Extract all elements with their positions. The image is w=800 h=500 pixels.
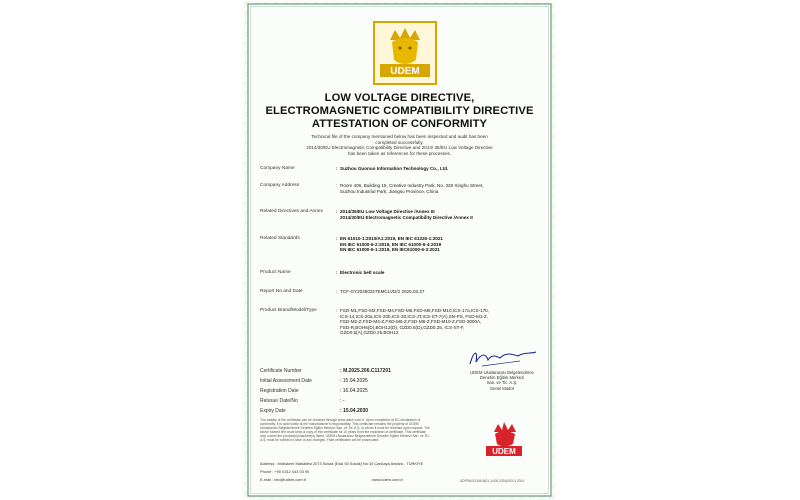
directives-label: Related Directives and Annex bbox=[260, 209, 323, 214]
footer-address: Address : Mutlukent Mahallesi 2073 Sokak (Eski 93 Sokak) No:10 Çankaya Ankara - TÜRKİYE bbox=[260, 461, 424, 466]
initial-assessment-label: Initial Assessment Date bbox=[260, 378, 312, 384]
logo-text: UDEM bbox=[390, 66, 420, 77]
product-name-label: Product Name bbox=[260, 270, 291, 275]
company-name-label: Company Name bbox=[260, 166, 295, 171]
brand-model-label: Product Brand/Model/Type bbox=[260, 308, 317, 313]
udem-logo bbox=[370, 20, 440, 86]
udem-red-logo bbox=[482, 418, 526, 458]
report-no-label: Report No and Date bbox=[260, 289, 303, 294]
title-line-2: ELECTROMAGNETIC COMPATIBILITY DIRECTIVE bbox=[265, 105, 534, 117]
footer-website[interactable]: www.udem.com.tr bbox=[372, 477, 403, 482]
expiry-date-label: Expiry Date bbox=[260, 408, 286, 414]
title-line-3: ATTESTATION OF CONFORMITY bbox=[311, 118, 488, 130]
signature-image bbox=[462, 346, 542, 370]
reissue-label: Reissue Date/No bbox=[260, 398, 298, 404]
certificate-content bbox=[250, 6, 549, 494]
title-line-1: LOW VOLTAGE DIRECTIVE, bbox=[324, 92, 475, 104]
initial-assessment-value: : 15.04.2025 bbox=[340, 378, 368, 384]
expiry-date-value: : 15.04.2030 bbox=[340, 408, 369, 414]
company-address-label: Company Address bbox=[260, 183, 300, 188]
company-address-value: : Room 406, Building 15, Creative Industry Park, No. 328 Xinghu Street, Suzhou Industrial Park, Jiangsu Province, China bbox=[336, 183, 484, 194]
directives-value: : 2014/35/EU Low Voltage Directive /Annex III 2014/30/EU Electromagnetic Compatibility Directive /Annex II bbox=[336, 209, 473, 220]
red-logo-text: UDEM bbox=[492, 447, 516, 456]
registration-date-label: Registration Date bbox=[260, 388, 299, 394]
footer-email: E-mail : info@udem.com.tr bbox=[260, 477, 307, 482]
product-name-value: : Electronic belt scale bbox=[336, 270, 385, 275]
form-code: UDFRM.03-MA.5(01-14.08.2024)/03.01.2024 bbox=[460, 479, 524, 483]
certificate-number-value: : M.2025.206.C117201 bbox=[340, 368, 391, 374]
report-no-value: : TCF-GY20250327EMCLVD/2 2025.03.27 bbox=[336, 289, 425, 294]
validity-fine-print: The validity of the certificate can be checked through www.udem.com.tr. Upon completion of EC declaration of conformity, it is valid solely at the manufacturer's responsibility. This certificate remains the property of UDEM Uluslararası Belgelendirme Denetim Eğitim Merkezi San. ve Tic. A.Ş. to whom it must be returned upon request. The above named firm must keep a copy of this certificate for 10 years from the expiration of certificate. This certificate only covers the product(s)/machine(s) listed. UDEM Uluslararası Belgelendirme Denetim Eğitim Merkezi San. ve Tic. A.Ş. must be notified in case of any changes. Fake certificates will be prosecuted. bbox=[260, 418, 430, 443]
certificate-number-label: Certificate Number bbox=[260, 368, 302, 374]
registration-date-value: : 16.04.2025 bbox=[340, 388, 368, 394]
intro-text: Technical file of the company mentioned below has been inspected and audit has been completed successfully. 2014/30/EU Electromagnetic Compatibility Directive and 2014/ 35/EU Low Voltage Directive has been taken as references for these processes. bbox=[306, 134, 493, 156]
reissue-value: : - bbox=[340, 398, 345, 404]
brand-model-value: : FSD-M1,FSD-M2,FSD-M4,FSD-M6,FSD-M8,FSD-M10,ICS-17a,ICS-17b, ICS-14,ICS-20a,ICS-20b,ICS-30,ICS-JT,ICS-ST-7(A),SN-PS, FSD-M1-Z, FSD-M2-Z,FSD-M4-Z,FSD-M6-Z,FSD-M8-Z,FSD-M10-Z,FSD-3000A, FSD-R,BOH5(D),BOH12(D), GZD0.5(D),GZD0.25, ICS-ST-F, GZD0.5(A),GZD0.25,BOH12 bbox=[336, 308, 490, 336]
signatory-block: UDEM Uluslararası Belgelendirme Denetim Eğitim Merkezi San. ve Tic. A.Ş. Genel Müdür bbox=[470, 370, 534, 391]
certificate bbox=[244, 0, 555, 500]
standards-label: Related Standards bbox=[260, 236, 300, 241]
standards-value: : EN 61010-1:2010/A1:2019, EN IEC 61326-1:2021 EN IEC 61000-6-2:2019, EN IEC 61000-6-4:2019 EN IEC 61000-6-1:2019, EN IEC61000-6-3:2021 bbox=[336, 236, 443, 253]
company-name-value: : Suzhou Guonuo Information Technology Co., Ltd. bbox=[336, 166, 449, 171]
footer-phone: Phone : +90 0312 443 03 90 bbox=[260, 469, 310, 474]
